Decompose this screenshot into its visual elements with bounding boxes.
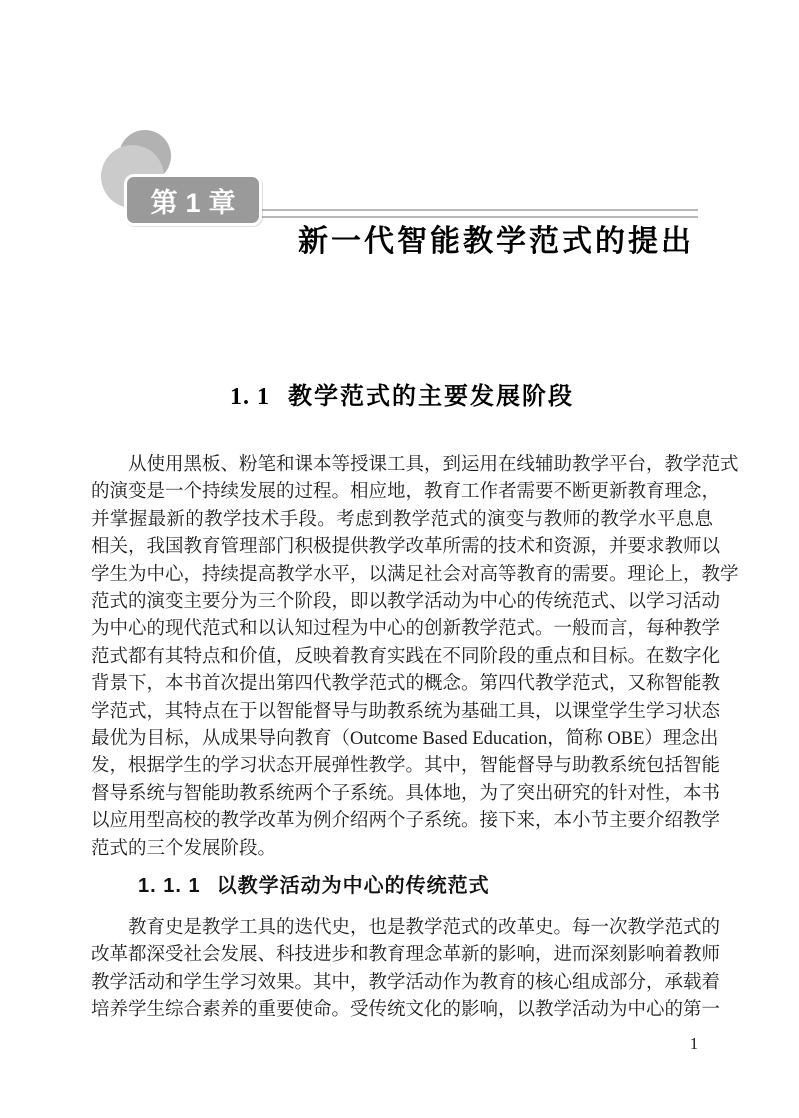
text-line: 学生为中心，持续提高教学水平，以满足社会对高等教育的需要。理论上，教学 <box>91 564 739 585</box>
text-line: 改革都深受社会发展、科技进步和教育理念革新的影响，进而深刻影响着教师 <box>91 945 721 966</box>
text-line: 发，根据学生的学习状态开展弹性教学。其中，智能督导与助教系统包括智能 <box>91 756 721 777</box>
text-line: 培养学生综合素养的重要使命。受传统文化的影响，以教学活动为中心的第一 <box>91 1000 721 1021</box>
subsection-title: 以教学活动为中心的传统范式 <box>216 875 490 897</box>
text-line: 从使用黑板、粉笔和课本等授课工具，到运用在线辅助教学平台，教学范式 <box>128 455 739 475</box>
chapter-badge-label: 第1章 <box>150 187 244 218</box>
text-line: 学范式，其特点在于以智能督导与助教系统为基础工具，以课堂学生学习状态 <box>91 701 721 722</box>
text-line: 并掌握最新的教学技术手段。考虑到教学范式的演变与教师的教学水平息息 <box>91 509 713 530</box>
text-line: 教学活动和学生学习效果。其中，教学活动作为教育的核心组成部分，承载着 <box>91 972 721 993</box>
text-line: 相关，我国教育管理部门积极提供教学改革所需的技术和资源，并要求教师以 <box>91 537 721 558</box>
text-line: 背景下，本书首次提出第四代教学范式的概念。第四代教学范式，又称智能教 <box>91 674 721 695</box>
page-number: 1 <box>689 1034 699 1053</box>
section-title: 教学范式的主要发展阶段 <box>288 384 574 410</box>
paragraph-2 <box>91 915 721 1025</box>
subsection-number: 1. 1. 1 <box>138 875 201 897</box>
subsection-heading <box>91 869 713 898</box>
text-line: 为中心的现代范式和以认知过程为中心的创新教学范式。一般而言，每种教学 <box>91 619 721 640</box>
section-heading <box>91 376 713 411</box>
text-line: 范式的三个发展阶段。 <box>91 838 277 859</box>
text-line: 范式都有其特点和价值，反映着教育实践在不同阶段的重点和目标。在数字化 <box>91 646 721 667</box>
text-line: 教育史是教学工具的迭代史，也是教学范式的改革史。每一次教学范式的 <box>128 918 721 938</box>
text-line: 范式的演变主要分为三个阶段，即以教学活动为中心的传统范式、以学习活动 <box>91 592 721 613</box>
section-number: 1. 1 <box>230 384 270 410</box>
text-line: 的演变是一个持续发展的过程。相应地，教育工作者需要不断更新教育理念， <box>91 482 721 503</box>
chapter-title: 新一代智能教学范式的提出 <box>298 225 694 258</box>
text-line: 督导系统与智能助教系统两个子系统。具体地，为了突出研究的针对性，本书 <box>91 783 721 804</box>
text-line: 以应用型高校的教学改革为例介绍两个子系统。接下来，本小节主要介绍教学 <box>91 811 721 832</box>
chapter-badge <box>124 174 262 226</box>
text-line: 最优为目标，从成果导向教育（Outcome Based Education，简称 OBE）理念出 <box>91 729 719 750</box>
paragraph-1 <box>91 452 739 863</box>
